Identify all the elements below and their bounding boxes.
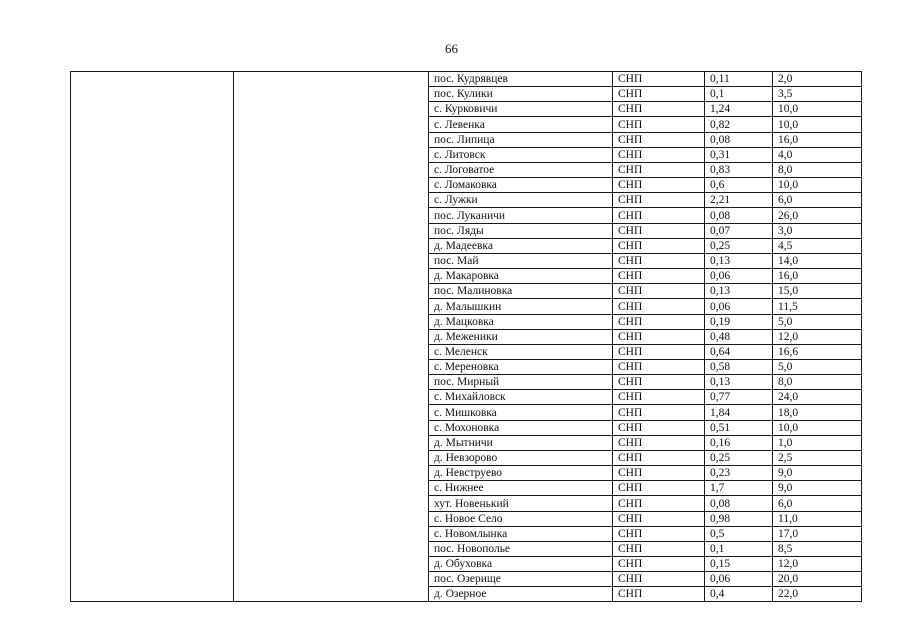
settlement-type-cell: СНП — [613, 435, 705, 450]
distance-cell: 3,5 — [773, 87, 862, 102]
distance-cell: 20,0 — [773, 572, 862, 587]
area-cell: 0,51 — [705, 420, 773, 435]
distance-cell: 8,0 — [773, 375, 862, 390]
distance-cell: 6,0 — [773, 193, 862, 208]
settlement-name-cell: с. Левенка — [429, 117, 613, 132]
area-cell: 1,7 — [705, 481, 773, 496]
area-cell: 0,48 — [705, 329, 773, 344]
settlement-type-cell: СНП — [613, 253, 705, 268]
settlement-name-cell: д. Мадеевка — [429, 238, 613, 253]
area-cell: 0,13 — [705, 375, 773, 390]
settlement-type-cell: СНП — [613, 102, 705, 117]
settlement-name-cell: с. Мохоновка — [429, 420, 613, 435]
settlement-name-cell: д. Мытничи — [429, 435, 613, 450]
settlement-type-cell: СНП — [613, 390, 705, 405]
settlement-type-cell: СНП — [613, 178, 705, 193]
distance-cell: 12,0 — [773, 329, 862, 344]
distance-cell: 10,0 — [773, 420, 862, 435]
area-cell: 0,13 — [705, 284, 773, 299]
settlement-type-cell: СНП — [613, 405, 705, 420]
settlement-name-cell: д. Озерное — [429, 587, 613, 602]
settlement-name-cell: пос. Луканичи — [429, 208, 613, 223]
settlement-type-cell: СНП — [613, 223, 705, 238]
settlement-name-cell: хут. Новенький — [429, 496, 613, 511]
area-cell: 1,84 — [705, 405, 773, 420]
settlement-type-cell: СНП — [613, 314, 705, 329]
settlement-type-cell: СНП — [613, 466, 705, 481]
area-cell: 0,15 — [705, 557, 773, 572]
area-cell: 0,08 — [705, 496, 773, 511]
settlement-name-cell: д. Малышкин — [429, 299, 613, 314]
area-cell: 0,25 — [705, 450, 773, 465]
page-number: 66 — [445, 41, 458, 56]
settlement-type-cell: СНП — [613, 587, 705, 602]
area-cell: 0,08 — [705, 132, 773, 147]
distance-cell: 15,0 — [773, 284, 862, 299]
settlement-type-cell: СНП — [613, 572, 705, 587]
distance-cell: 5,0 — [773, 314, 862, 329]
area-cell: 0,07 — [705, 223, 773, 238]
settlement-type-cell: СНП — [613, 359, 705, 374]
area-cell: 0,11 — [705, 72, 773, 87]
merged-empty-cell-2 — [234, 72, 429, 602]
distance-cell: 10,0 — [773, 102, 862, 117]
settlement-name-cell: пос. Май — [429, 253, 613, 268]
distance-cell: 8,5 — [773, 541, 862, 556]
distance-cell: 16,0 — [773, 269, 862, 284]
area-cell: 0,5 — [705, 526, 773, 541]
distance-cell: 14,0 — [773, 253, 862, 268]
distance-cell: 9,0 — [773, 481, 862, 496]
distance-cell: 6,0 — [773, 496, 862, 511]
distance-cell: 22,0 — [773, 587, 862, 602]
area-cell: 0,23 — [705, 466, 773, 481]
settlement-type-cell: СНП — [613, 132, 705, 147]
distance-cell: 4,0 — [773, 147, 862, 162]
distance-cell: 10,0 — [773, 178, 862, 193]
settlement-type-cell: СНП — [613, 162, 705, 177]
settlement-name-cell: пос. Липица — [429, 132, 613, 147]
settlement-name-cell: с. Нижнее — [429, 481, 613, 496]
settlement-type-cell: СНП — [613, 284, 705, 299]
merged-empty-cell-1 — [71, 72, 234, 602]
settlement-type-cell: СНП — [613, 496, 705, 511]
distance-cell: 11,0 — [773, 511, 862, 526]
settlement-name-cell: с. Новомлынка — [429, 526, 613, 541]
settlement-name-cell: пос. Озерище — [429, 572, 613, 587]
distance-cell: 26,0 — [773, 208, 862, 223]
distance-cell: 8,0 — [773, 162, 862, 177]
distance-cell: 2,0 — [773, 72, 862, 87]
area-cell: 0,25 — [705, 238, 773, 253]
settlement-name-cell: пос. Кудрявцев — [429, 72, 613, 87]
settlement-name-cell: д. Макаровка — [429, 269, 613, 284]
settlement-name-cell: д. Меженики — [429, 329, 613, 344]
settlement-name-cell: с. Лужки — [429, 193, 613, 208]
table-row — [71, 72, 862, 87]
settlement-type-cell: СНП — [613, 481, 705, 496]
settlement-type-cell: СНП — [613, 541, 705, 556]
settlement-type-cell: СНП — [613, 511, 705, 526]
settlement-type-cell: СНП — [613, 420, 705, 435]
area-cell: 0,98 — [705, 511, 773, 526]
area-cell: 0,19 — [705, 314, 773, 329]
settlement-name-cell: пос. Новополье — [429, 541, 613, 556]
area-cell: 1,24 — [705, 102, 773, 117]
area-cell: 0,77 — [705, 390, 773, 405]
area-cell: 0,6 — [705, 178, 773, 193]
area-cell: 0,31 — [705, 147, 773, 162]
area-cell: 0,13 — [705, 253, 773, 268]
settlement-name-cell: с. Меленск — [429, 344, 613, 359]
settlement-type-cell: СНП — [613, 147, 705, 162]
distance-cell: 16,0 — [773, 132, 862, 147]
distance-cell: 18,0 — [773, 405, 862, 420]
settlement-name-cell: д. Мацковка — [429, 314, 613, 329]
settlement-name-cell: д. Обуховка — [429, 557, 613, 572]
settlement-type-cell: СНП — [613, 299, 705, 314]
area-cell: 0,82 — [705, 117, 773, 132]
settlement-name-cell: д. Невструево — [429, 466, 613, 481]
distance-cell: 3,0 — [773, 223, 862, 238]
area-cell: 0,83 — [705, 162, 773, 177]
settlement-type-cell: СНП — [613, 193, 705, 208]
distance-cell: 16,6 — [773, 344, 862, 359]
distance-cell: 12,0 — [773, 557, 862, 572]
area-cell: 0,06 — [705, 269, 773, 284]
settlement-type-cell: СНП — [613, 450, 705, 465]
settlement-type-cell: СНП — [613, 344, 705, 359]
settlement-type-cell: СНП — [613, 269, 705, 284]
settlement-type-cell: СНП — [613, 238, 705, 253]
settlement-type-cell: СНП — [613, 208, 705, 223]
area-cell: 0,64 — [705, 344, 773, 359]
distance-cell: 2,5 — [773, 450, 862, 465]
settlement-type-cell: СНП — [613, 526, 705, 541]
area-cell: 0,06 — [705, 572, 773, 587]
area-cell: 0,16 — [705, 435, 773, 450]
area-cell: 0,4 — [705, 587, 773, 602]
area-cell: 0,08 — [705, 208, 773, 223]
settlement-name-cell: пос. Кулики — [429, 87, 613, 102]
settlement-type-cell: СНП — [613, 329, 705, 344]
settlement-name-cell: с. Курковичи — [429, 102, 613, 117]
settlement-name-cell: пос. Ляды — [429, 223, 613, 238]
settlement-name-cell: с. Мишковка — [429, 405, 613, 420]
settlements-table-body — [71, 72, 862, 602]
distance-cell: 9,0 — [773, 466, 862, 481]
area-cell: 0,1 — [705, 541, 773, 556]
settlement-name-cell: с. Новое Село — [429, 511, 613, 526]
settlement-name-cell: пос. Мирный — [429, 375, 613, 390]
distance-cell: 5,0 — [773, 359, 862, 374]
settlement-name-cell: с. Мереновка — [429, 359, 613, 374]
settlement-type-cell: СНП — [613, 557, 705, 572]
settlement-name-cell: д. Невзорово — [429, 450, 613, 465]
settlement-type-cell: СНП — [613, 117, 705, 132]
settlement-name-cell: с. Михайловск — [429, 390, 613, 405]
settlement-name-cell: с. Логоватое — [429, 162, 613, 177]
settlement-name-cell: с. Ломаковка — [429, 178, 613, 193]
distance-cell: 1,0 — [773, 435, 862, 450]
distance-cell: 24,0 — [773, 390, 862, 405]
settlement-type-cell: СНП — [613, 72, 705, 87]
area-cell: 0,1 — [705, 87, 773, 102]
settlement-name-cell: с. Литовск — [429, 147, 613, 162]
distance-cell: 17,0 — [773, 526, 862, 541]
area-cell: 0,58 — [705, 359, 773, 374]
area-cell: 2,21 — [705, 193, 773, 208]
distance-cell: 11,5 — [773, 299, 862, 314]
settlement-name-cell: пос. Малиновка — [429, 284, 613, 299]
distance-cell: 4,5 — [773, 238, 862, 253]
settlements-table — [70, 71, 862, 602]
distance-cell: 10,0 — [773, 117, 862, 132]
settlement-type-cell: СНП — [613, 87, 705, 102]
settlement-type-cell: СНП — [613, 375, 705, 390]
area-cell: 0,06 — [705, 299, 773, 314]
